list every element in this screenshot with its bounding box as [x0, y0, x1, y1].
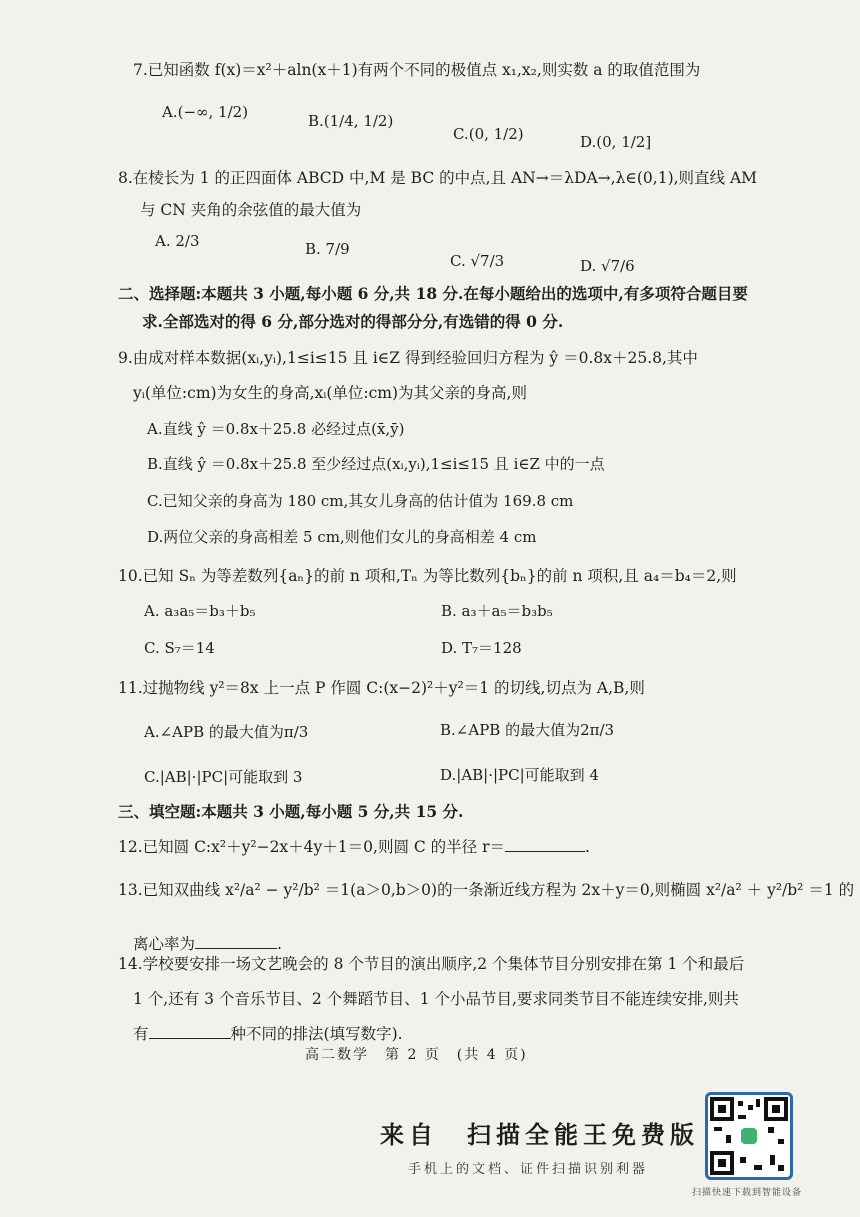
q12-text: 12.已知圆 C:x²＋y²−2x＋4y＋1＝0,则圆 C 的半径 r＝: [118, 838, 505, 856]
q10-option-c: C. S₇＝14: [144, 639, 215, 657]
q7-stem: 7.已知函数 f(x)＝x²＋aln(x＋1)有两个不同的极值点 x₁,x₂,则实数 a 的取值范围为: [133, 61, 701, 79]
section-2-heading: 二、选择题:本题共 3 小题,每小题 6 分,共 18 分.在每小题给出的选项中,有多项符合题目要: [118, 284, 748, 303]
q7-option-d: D.(0, 1/2]: [580, 133, 652, 151]
q11-option-a: A.∠APB 的最大值为π/3: [144, 723, 309, 741]
q12-answer-blank[interactable]: [505, 837, 585, 852]
q11-stem: 11.过抛物线 y²＝8x 上一点 P 作圆 C:(x−2)²＋y²＝1 的切线,切点为 A,B,则: [118, 679, 645, 697]
q9-option-b: B.直线 ŷ ＝0.8x＋25.8 至少经过点(xᵢ,yᵢ),1≤i≤15 且 i∈Z 中的一点: [147, 455, 605, 473]
scanner-watermark-title: 来自 扫描全能王免费版: [380, 1120, 699, 1149]
qr-code-graphic: [708, 1095, 790, 1177]
q7-option-b: B.(1/4, 1/2): [308, 112, 394, 130]
qr-caption: 扫描快速下载到智能设备: [692, 1188, 803, 1198]
q13-line-2: [133, 932, 282, 954]
q14-text-a: 有: [133, 1025, 149, 1043]
q13-stem: 13.已知双曲线 x²/a² − y²/b² ＝1(a＞0,b＞0)的一条渐近线方程为 2x＋y＝0,则椭圆 x²/a² ＋ y²/b² ＝1 的: [118, 881, 855, 899]
q7-option-a: A.(−∞, 1/2): [162, 103, 249, 121]
q13-text: 离心率为: [133, 935, 196, 953]
q14-text-b: 种不同的排法(填写数字).: [230, 1025, 403, 1043]
q13-end: .: [277, 935, 282, 953]
q13-answer-blank[interactable]: [195, 934, 277, 949]
q10-option-a: A. a₃a₅＝b₃＋b₅: [144, 602, 256, 620]
q10-option-b: B. a₃＋a₅＝b₃b₅: [441, 602, 553, 620]
q9-stem-2: yᵢ(单位:cm)为女生的身高,xᵢ(单位:cm)为其父亲的身高,则: [133, 384, 527, 402]
q8-stem-2: 与 CN 夹角的余弦值的最大值为: [140, 201, 362, 219]
q12-end: .: [585, 838, 590, 856]
q14-answer-blank[interactable]: [149, 1024, 231, 1039]
q10-stem: 10.已知 Sₙ 为等差数列{aₙ}的前 n 项和,Tₙ 为等比数列{bₙ}的前 n 项积,且 a₄＝b₄＝2,则: [118, 567, 737, 585]
q12-stem: [118, 835, 590, 857]
q9-stem-1: 9.由成对样本数据(xᵢ,yᵢ),1≤i≤15 且 i∈Z 得到经验回归方程为 ŷ ＝0.8x＋25.8,其中: [118, 349, 698, 367]
section-2-heading-cont: 求.全部选对的得 6 分,部分选对的得部分分,有选错的得 0 分.: [142, 312, 564, 331]
q8-stem-1: 8.在棱长为 1 的正四面体 ABCD 中,M 是 BC 的中点,且 AN→＝λDA→,λ∈(0,1),则直线 AM: [118, 169, 758, 187]
scanner-watermark-subtitle: 手机上的文档、证件扫描识别利器: [408, 1162, 649, 1177]
q14-line-3: [133, 1022, 403, 1044]
section-3-heading: 三、填空题:本题共 3 小题,每小题 5 分,共 15 分.: [118, 802, 464, 821]
q9-option-c: C.已知父亲的身高为 180 cm,其女儿身高的估计值为 169.8 cm: [147, 492, 574, 510]
q8-option-c: C. √7/3: [450, 252, 505, 270]
q9-option-d: D.两位父亲的身高相差 5 cm,则他们女儿的身高相差 4 cm: [147, 528, 537, 546]
q8-option-b: B. 7/9: [305, 240, 350, 258]
q14-line-1: 14.学校要安排一场文艺晚会的 8 个节目的演出顺序,2 个集体节目分别安排在第 1 个和最后: [118, 955, 745, 973]
q10-option-d: D. T₇＝128: [441, 639, 522, 657]
page-footer: 高二数学 第 2 页 (共 4 页): [305, 1047, 528, 1063]
qr-code-icon[interactable]: [705, 1092, 793, 1180]
q8-option-d: D. √7/6: [580, 257, 635, 275]
q14-line-2: 1 个,还有 3 个音乐节目、2 个舞蹈节目、1 个小品节目,要求同类节目不能连续安排,则共: [133, 990, 739, 1008]
q8-option-a: A. 2/3: [155, 232, 200, 250]
q9-option-a: A.直线 ŷ ＝0.8x＋25.8 必经过点(x̄,ȳ): [147, 420, 405, 438]
q7-option-c: C.(0, 1/2): [453, 125, 524, 143]
q11-option-c: C.|AB|·|PC|可能取到 3: [144, 768, 303, 786]
q11-option-b: B.∠APB 的最大值为2π/3: [440, 721, 615, 739]
q11-option-d: D.|AB|·|PC|可能取到 4: [440, 766, 599, 784]
